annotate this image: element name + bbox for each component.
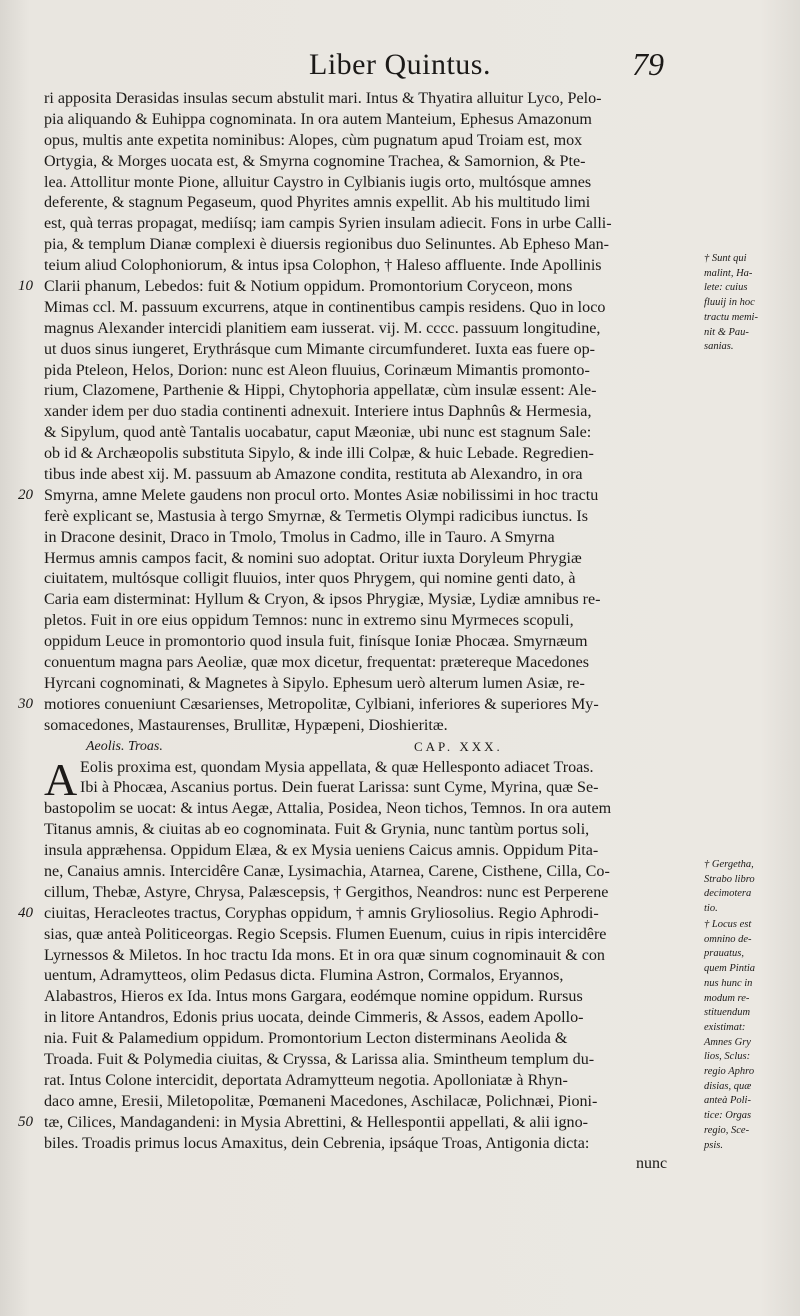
margin-note-line: psis.	[704, 1139, 723, 1151]
main-text-block	[44, 89, 676, 1154]
catchword: nunc	[636, 1155, 668, 1172]
text-line: lea. Attollitur monte Pione, alluitur Caystro in Cylbianis iugis orto, multósque amnes	[44, 173, 592, 191]
chapter-number: CAP. XXX.	[414, 738, 503, 754]
text-line: insula appræhensa. Oppidum Elæa, & ex Mysia ueniens Caicus amnis. Oppidum Pita-	[44, 842, 599, 860]
margin-note	[704, 918, 796, 1153]
line-number: 10	[18, 278, 33, 294]
margin-note-line: regio Aphro	[704, 1066, 755, 1078]
text-line: xander idem per duo stadia continenti adnexuit. Interiere intus Daphnûs & Hermesia,	[44, 403, 592, 421]
text-line: pia aliquando & Euhippa cognominata. In ora autem Manteium, Ephesus Amazonum	[44, 110, 592, 128]
text-line: Hyrcani cognominati, & Magnetes à Sipylo. Ephesum uerò alterum lumen Asiæ, re-	[44, 674, 585, 692]
text-line: sias, quæ anteà Politiceorgas. Regio Scepsis. Flumen Euenum, cuius in ripis intercidêre	[44, 925, 607, 943]
text-line: ferè explicant se, Mastusia à tergo Smyrnæ, & Termetis Olympi radicibus iunctus. Is	[44, 507, 589, 525]
text-line: tibus inde abest xij. M. passuum ab Amazone condita, restituta ab Alexandro, in ora	[44, 466, 583, 484]
margin-note-line: anteà Poli-	[704, 1095, 751, 1107]
text-line: Clarii phanum, Lebedos: fuit & Notium oppidum. Promontorium Coryceon, mons	[44, 278, 573, 296]
text-line: ob id & Archæopolis substituta Sipylo, & inde illi Colpæ, & huic Lebade. Regredien-	[44, 445, 594, 463]
text-line: deferente, & stagnum Pegaseum, quod Phyrites amnis expellit. Ab his multitudo limi	[44, 194, 591, 212]
chapter-29-text	[44, 89, 676, 737]
margin-note-line: modum re-	[704, 992, 750, 1004]
margin-note-line: nit & Pau-	[704, 326, 749, 338]
text-line: Ortygia, & Morges uocata est, & Smyrna cognomine Trachea, & Samornion, & Pte-	[44, 152, 586, 170]
drop-cap-initial: A	[44, 754, 78, 805]
text-line: ciuitas, Heracleotes tractus, Coryphas oppidum, † amnis Gryliosolius. Regio Aphrodi-	[44, 904, 599, 922]
text-line: tæ, Cilices, Mandagandeni: in Mysia Abrettini, & Hellespontii appellati, & alii igno-	[44, 1113, 588, 1131]
text-line: rat. Intus Colone intercidit, deportata Adramytteum negotia. Apolloniatæ à Rhyn-	[44, 1071, 568, 1089]
margin-note-line: nus hunc in	[704, 977, 753, 989]
margin-note-line: tio.	[704, 903, 718, 915]
margin-note-line: Amnes Gry	[704, 1036, 751, 1048]
text-line: Ibi à Phocæa, Ascanius portus. Dein fuerat Larissa: sunt Cyme, Myrina, quæ Se-	[80, 779, 599, 797]
text-line: bastopolim se uocat: & intus Aegæ, Attalia, Posidea, Neon tichos, Temnos. In ora autem	[44, 800, 612, 818]
text-line: Troada. Fuit & Polymedia ciuitas, & Cryssa, & Larissa alia. Smintheum templum du-	[44, 1050, 595, 1068]
text-line: nia. Fuit & Palamedium oppidum. Promontorium Lecton disterminans Aeolida &	[44, 1030, 568, 1048]
text-line: cillum, Thebæ, Astyre, Chrysa, Palæscepsis, † Gergithos, Neandros: nunc est Perperene	[44, 883, 609, 901]
line-number: 40	[18, 905, 33, 921]
margin-note-line: tractu memi-	[704, 311, 758, 323]
text-line: motiores conueniunt Cæsarienses, Metropolitæ, Cylbiani, inferiores & superiores My-	[44, 695, 599, 713]
text-line: Hermus amnis campos facit, & nomini suo adoptat. Oritur iuxta Doryleum Phrygiæ	[44, 549, 582, 567]
margin-note-line: Strabo libro	[704, 873, 755, 885]
text-line: daco amne, Eresii, Miletopolitæ, Pœmaneni Macedones, Aschilacæ, Polichnæi, Pioni-	[44, 1092, 598, 1110]
margin-note-line: prauatus,	[704, 948, 744, 960]
text-line: uentum, Adramytteos, olim Pedasus dicta. Flumina Astron, Cormalos, Eryannos,	[44, 967, 564, 985]
margin-note-line: † Locus est	[704, 919, 752, 930]
text-line: conuentum magna pars Aeoliæ, quæ mox dicetur, frequentat: prætereque Macedones	[44, 654, 590, 672]
text-line: magnus Alexander intercidi planitiem eam iusserat. vij. M. cccc. passuum longitudine,	[44, 319, 601, 337]
line-number: 50	[18, 1114, 33, 1130]
page-number: 79	[632, 46, 664, 82]
line-number: 30	[18, 696, 33, 712]
margin-note-line: existimat:	[704, 1021, 746, 1033]
text-line: Titanus amnis, & ciuitas ab eo cognominata. Fuit & Grynia, nunc tantùm portus soli,	[44, 821, 590, 839]
text-line: & Sipylum, quod antè Tantalis uocabatur, caput Mæoniæ, ubi nunc est stagnum Sale:	[44, 424, 592, 442]
text-line: pletos. Fuit in ore eius oppidum Temnos: nunc in extremo sinu Myrmeces scopuli,	[44, 612, 574, 630]
text-line: Eolis proxima est, quondam Mysia appellata, & quæ Hellesponto adiacet Troas.	[80, 758, 594, 776]
margin-note-line: decimotera	[704, 888, 752, 900]
text-line: biles. Troadis primus locus Amaxitus, dein Cebrenia, ipsáque Troas, Antigonia dicta:	[44, 1134, 590, 1152]
text-line: somacedones, Mastaurenses, Brullitæ, Hypæpeni, Dioshieritæ.	[44, 716, 448, 734]
text-line: opus, multis ante expetita nominibus: Alopes, cùm pugnatum apud Troiam est, mox	[44, 131, 583, 149]
margin-note	[704, 252, 796, 355]
running-head: Liber Quintus.	[309, 48, 491, 81]
text-line: pia, & templum Dianæ complexi è diuersis regionibus duo Selinuntes. Ab Epheso Man-	[44, 236, 609, 254]
text-line: rium, Clazomene, Parthenie & Hippi, Chytophoria appellatæ, cùm insulæ essent: Ale-	[44, 382, 597, 400]
margin-note-line: sanias.	[704, 341, 734, 353]
margin-note-line: lios, Sclus:	[704, 1051, 751, 1063]
chapter-heading	[44, 737, 676, 758]
text-line: in litore Antandros, Edonis prius uocata, deinde Cimmeris, & Assos, eadem Apollo-	[44, 1009, 584, 1027]
margin-note-line: † Sunt qui	[704, 253, 747, 264]
margin-note-line: disias, quæ	[704, 1080, 752, 1092]
text-line: teium aliud Colophoniorum, & intus ipsa Colophon, † Haleso affluente. Inde Apollinis	[44, 257, 602, 275]
chapter-30-text	[44, 754, 676, 1155]
margin-note-line: malint, Ha-	[704, 267, 753, 279]
margin-note-line: † Gergetha,	[704, 859, 754, 870]
margin-note-line: stituendum	[704, 1007, 751, 1019]
text-line: ne, Canaius amnis. Intercidêre Canæ, Lysimachia, Atarnea, Carene, Cisthene, Cilla, Co-	[44, 862, 610, 880]
chapter-topic: Aeolis. Troas.	[86, 738, 163, 754]
text-line: pida Pteleon, Helos, Dorion: nunc est Aleon fluuius, Corinæum Mimantis promonto-	[44, 361, 590, 379]
margin-note-line: regio, Sce-	[704, 1124, 750, 1136]
text-line: Caria eam disterminat: Hyllum & Cryon, & ipsos Phrygiæ, Mysiæ, Lydiæ amnibus re-	[44, 591, 601, 609]
text-line: ut duos sinus iungeret, Erythrásque cum Mimante circumfunderet. Iuxta eas fuere op-	[44, 340, 596, 358]
line-number: 20	[18, 487, 33, 503]
text-line: est, quà terras propagat, mediísq; iam campis Syrien insulam adiecit. Fons in urbe Calli-	[44, 215, 612, 233]
text-line: ri apposita Derasidas insulas secum abstulit mari. Intus & Thyatira alluitur Lyco, Pelo-	[44, 90, 602, 107]
margin-note-line: fluuij in hoc	[704, 297, 755, 309]
text-line: oppidum Leuce in promontorio quod insula fuit, finísque Ioniæ Phocæa. Smyrnæum	[44, 633, 588, 651]
text-line: in Dracone desinit, Draco in Tmolo, Tmolus in Cadmo, ille in Tauro. A Smyrna	[44, 528, 555, 546]
margin-note-line: quem Pintia	[704, 963, 756, 975]
text-line: Smyrna, amne Melete gaudens non procul orto. Montes Asiæ nobilissimi in hoc tractu	[44, 486, 599, 504]
text-line: ciuitatem, multósque colligit fluuios, inter quos Phrygem, qui nomine genti dato, à	[44, 570, 576, 588]
margin-note-line: lete: cuius	[704, 282, 748, 294]
margin-note-line: tice: Orgas	[704, 1110, 752, 1122]
margin-note-line: omnino de-	[704, 933, 752, 945]
text-line: Mimas ccl. M. passuum excurrens, atque in continentibus campis residens. Quo in loco	[44, 298, 606, 316]
text-line: Alabastros, Hieros ex Ida. Intus mons Gargara, eodémque nomine oppidum. Rursus	[44, 988, 583, 1006]
margin-note	[704, 858, 796, 917]
text-line: Lyrnessos & Miletos. In hoc tractu Ida mons. Et in ora quæ sinum cognominauit & con	[44, 946, 605, 964]
